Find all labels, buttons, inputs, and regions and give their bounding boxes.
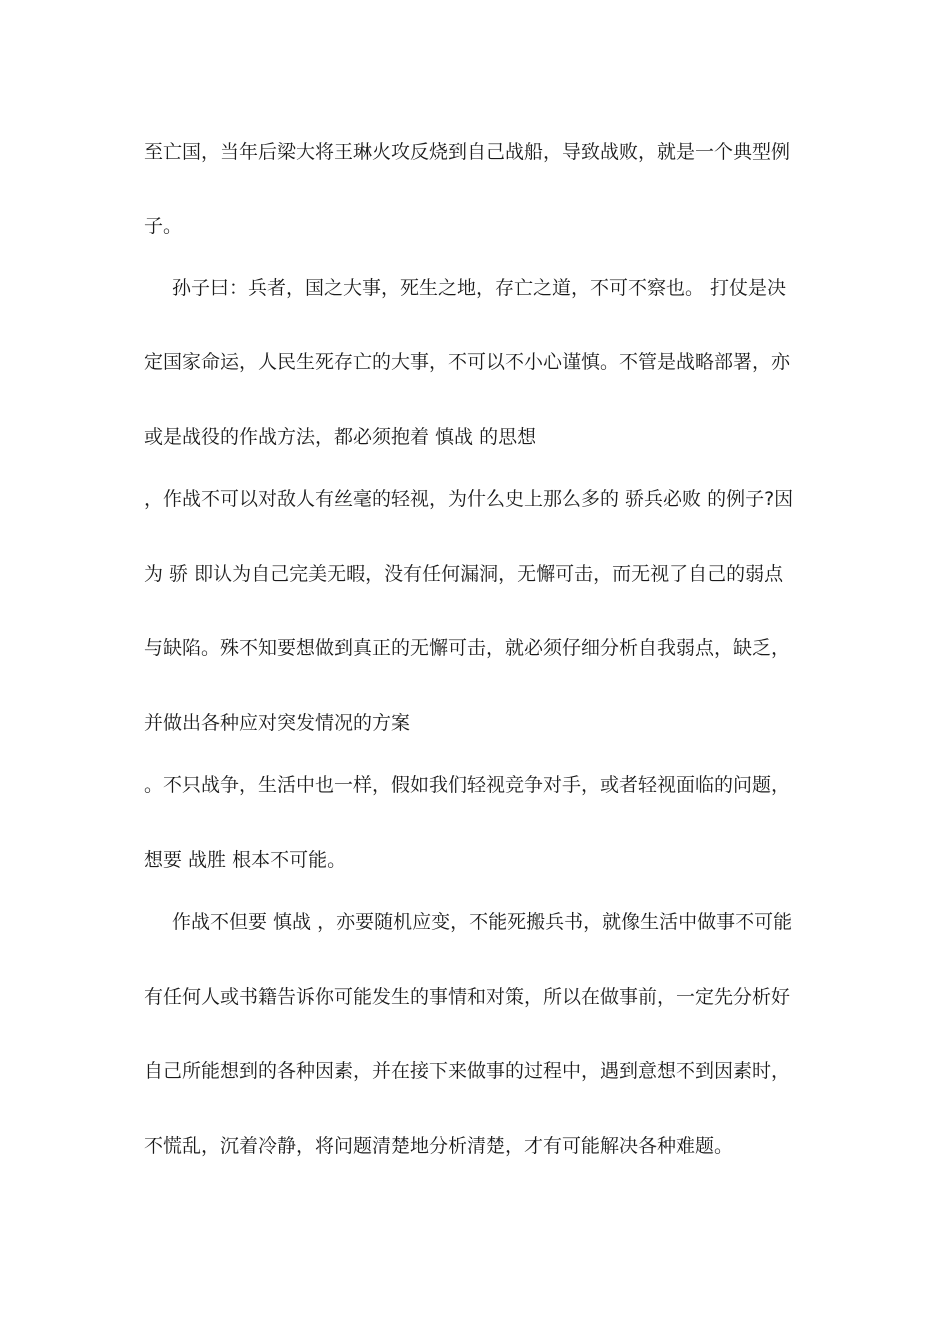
paragraph-start-line: 孙子曰：兵者，国之大事，死生之地，存亡之道，不可不察也。 打仗是决: [172, 277, 787, 299]
text-line: 想要 战胜 根本不可能。: [144, 849, 347, 871]
text-line: 与缺陷。殊不知要想做到真正的无懈可击，就必须仔细分析自我弱点，缺乏，: [144, 637, 791, 659]
text-line: 为 骄 即认为自己完美无暇，没有任何漏洞，无懈可击，而无视了自己的弱点: [144, 563, 784, 585]
text-line: ，作战不可以对敌人有丝毫的轻视，为什么史上那么多的 骄兵必败 的例子?因: [144, 488, 794, 510]
text-line: 并做出各种应对突发情况的方案: [144, 712, 411, 734]
text-line: 子。: [144, 215, 183, 237]
text-line: 有任何人或书籍告诉你可能发生的事情和对策，所以在做事前，一定先分析好: [144, 986, 791, 1008]
text-line: 至亡国，当年后梁大将王琳火攻反烧到自己战船，导致战败，就是一个典型例: [144, 141, 791, 163]
text-line: 不慌乱，沉着冷静，将问题清楚地分析清楚，才有可能解决各种难题。: [144, 1135, 734, 1157]
text-line: 定国家命运，人民生死存亡的大事，不可以不小心谨慎。不管是战略部署，亦: [144, 351, 791, 373]
text-line: 。不只战争，生活中也一样，假如我们轻视竞争对手，或者轻视面临的问题，: [144, 774, 791, 796]
paragraph-start-line: 作战不但要 慎战 ，亦要随机应变，不能死搬兵书，就像生活中做事不可能: [172, 911, 793, 933]
text-line: 自己所能想到的各种因素，并在接下来做事的过程中，遇到意想不到因素时，: [144, 1060, 791, 1082]
text-line: 或是战役的作战方法，都必须抱着 慎战 的思想: [144, 426, 537, 448]
